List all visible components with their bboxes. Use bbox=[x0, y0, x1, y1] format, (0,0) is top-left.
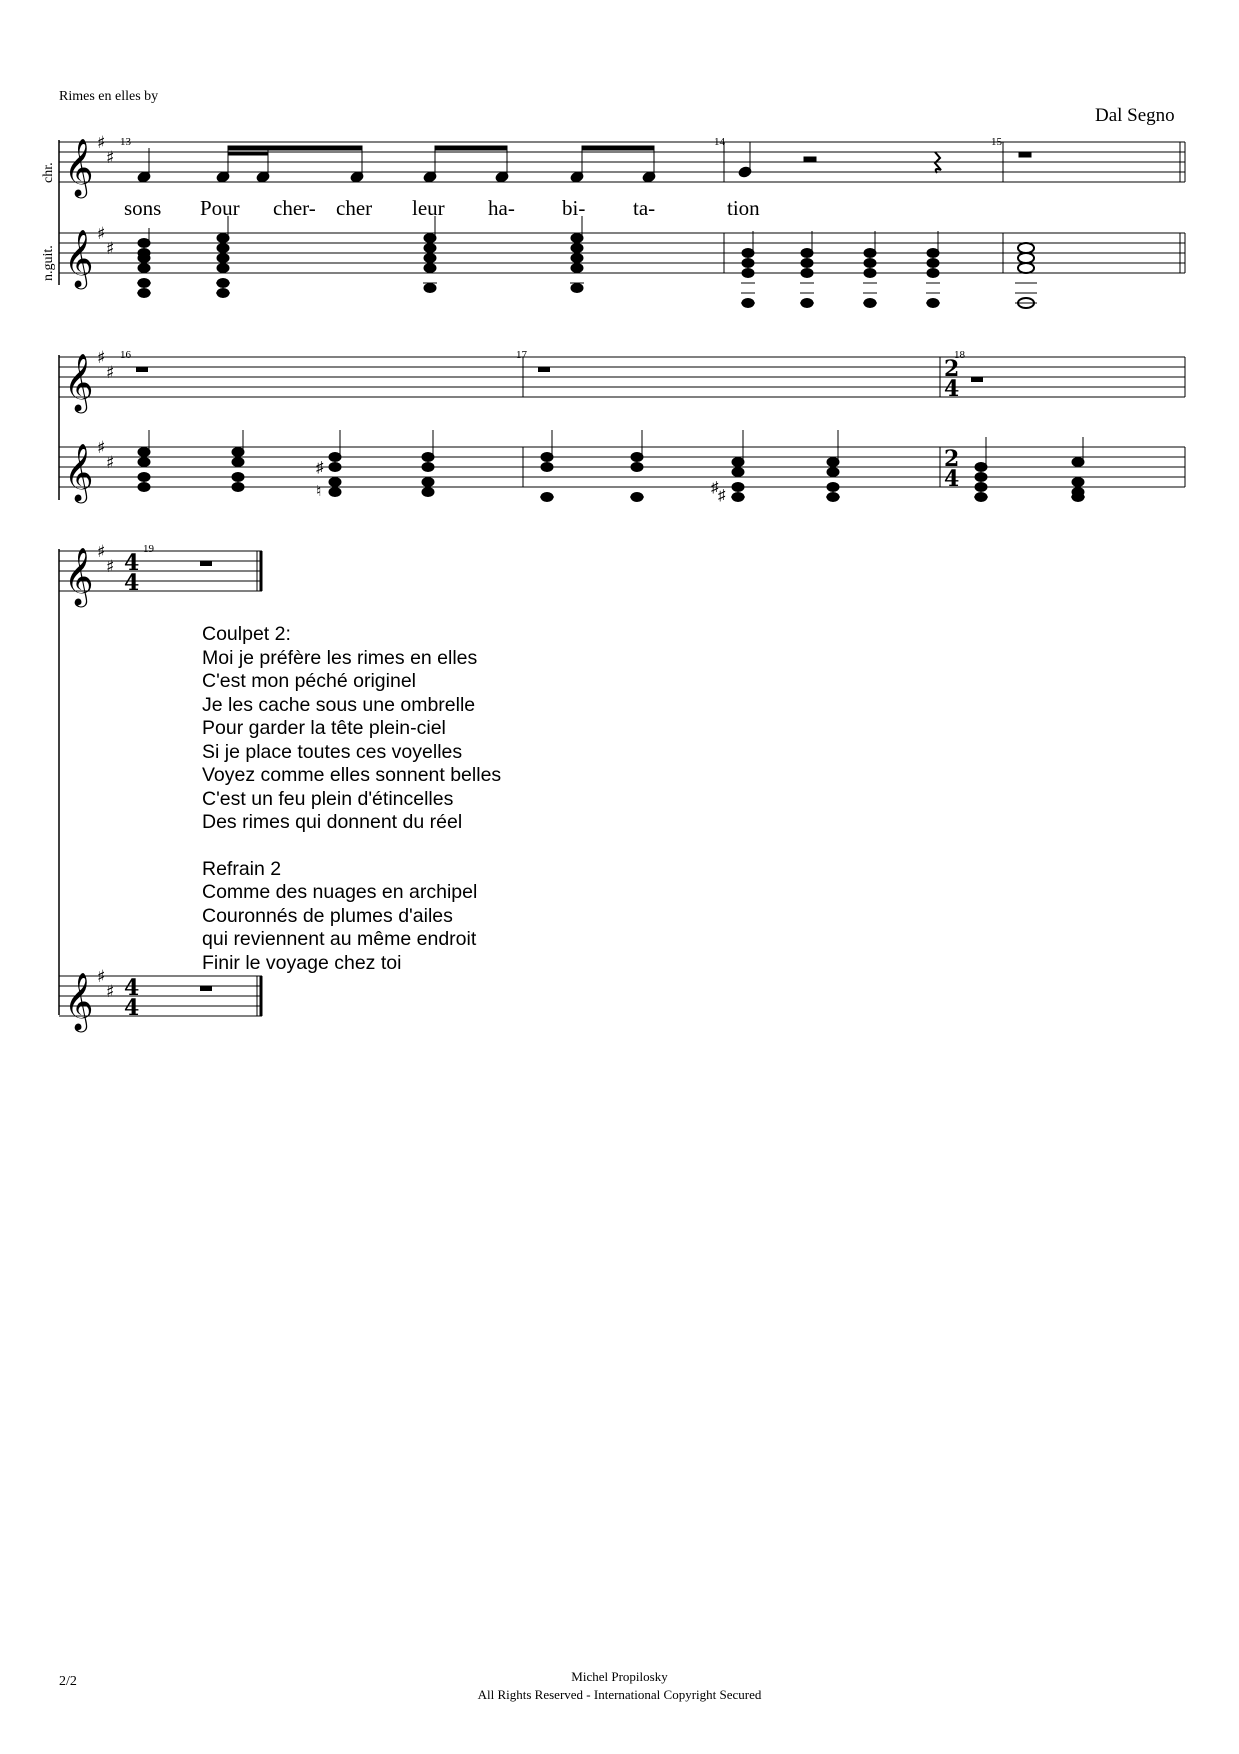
time-sig-denominator: 4 bbox=[944, 466, 960, 492]
sharp-icon: ♯ bbox=[97, 224, 106, 244]
verse-text-block bbox=[202, 623, 501, 975]
verse-line: C'est mon péché originel bbox=[202, 670, 417, 692]
measure-number-17: 17 bbox=[516, 349, 527, 361]
lyric-syllable: ha- bbox=[488, 196, 515, 220]
measure-number-14: 14 bbox=[714, 136, 725, 148]
time-sig-numerator: 4 bbox=[124, 550, 140, 576]
composer-name: Michel Propilosky bbox=[571, 1669, 668, 1684]
natural-icon: ♮ bbox=[316, 484, 322, 500]
guitar-instrument-label: n.guit. bbox=[41, 245, 56, 281]
lyric-syllable: cher bbox=[336, 196, 373, 220]
footer-credits bbox=[0, 1668, 1239, 1704]
sharp-icon: ♯ bbox=[106, 239, 115, 259]
sharp-icon: ♯ bbox=[316, 460, 324, 476]
copyright-notice: All Rights Reserved - International Copyright Secured bbox=[477, 1687, 762, 1702]
treble-clef-icon: 𝄞 bbox=[64, 229, 94, 287]
time-sig-denominator: 4 bbox=[124, 995, 140, 1021]
system-2 bbox=[59, 355, 1185, 500]
verse-line: Si je place toutes ces voyelles bbox=[202, 740, 463, 763]
sharp-icon: ♯ bbox=[106, 148, 115, 168]
lyric-syllable: leur bbox=[412, 196, 445, 220]
sharp-icon: ♯ bbox=[97, 438, 106, 458]
time-sig-numerator: 4 bbox=[124, 975, 140, 1001]
measure-number-16: 16 bbox=[120, 349, 131, 361]
lyric-syllable: Pour bbox=[200, 196, 240, 220]
lyric-syllable: bi- bbox=[562, 196, 586, 220]
verse-line: Voyez comme elles sonnent belles bbox=[202, 764, 502, 786]
verse-line: Couronnés de plumes d'ailes bbox=[202, 904, 453, 927]
time-sig-denominator: 4 bbox=[944, 376, 960, 402]
verse-line: Moi je préfère les rimes en elles bbox=[202, 646, 478, 669]
refrain-title: Refrain 2 bbox=[202, 857, 282, 880]
lyric-syllable: cher- bbox=[273, 196, 316, 220]
verse-line: Pour garder la tête plein-ciel bbox=[202, 717, 446, 739]
couplet-title: Coulpet 2: bbox=[202, 623, 291, 645]
lyric-syllable: tion bbox=[727, 196, 760, 220]
time-sig-numerator: 2 bbox=[944, 356, 960, 382]
verse-line: C'est un feu plein d'étincelles bbox=[202, 787, 454, 810]
score-title-line: Rimes en elles by bbox=[59, 89, 159, 104]
time-sig-numerator: 2 bbox=[944, 446, 960, 472]
verse-line: Je les cache sous une ombrelle bbox=[202, 693, 476, 716]
voice-instrument-label: chr. bbox=[41, 162, 56, 183]
guitar-chords-m13 bbox=[137, 216, 1037, 308]
measure-number-18: 18 bbox=[954, 349, 965, 361]
voice-notes-m13 bbox=[137, 142, 1031, 183]
measure-number-15: 15 bbox=[991, 136, 1002, 148]
sharp-icon: ♯ bbox=[711, 480, 719, 496]
verse-line: Finir le voyage chez toi bbox=[202, 951, 402, 974]
verse-line: Comme des nuages en archipel bbox=[202, 881, 478, 903]
sharp-icon: ♯ bbox=[106, 557, 115, 577]
sharp-icon: ♯ bbox=[106, 363, 115, 383]
treble-clef-icon: 𝄞 bbox=[64, 443, 94, 501]
lyric-syllable: ta- bbox=[633, 196, 656, 220]
sharp-icon: ♯ bbox=[97, 133, 106, 153]
sharp-icon: ♯ bbox=[106, 982, 115, 1002]
time-sig-denominator: 4 bbox=[124, 570, 140, 596]
sharp-icon: ♯ bbox=[106, 453, 115, 473]
measure-number-13: 13 bbox=[120, 136, 131, 148]
verse-line: Des rimes qui donnent du réel bbox=[202, 811, 463, 833]
verse-line: qui reviennent au même endroit bbox=[202, 928, 477, 950]
sharp-icon: ♯ bbox=[97, 348, 106, 368]
treble-clef-icon: 𝄞 bbox=[64, 353, 94, 411]
treble-clef-icon: 𝄞 bbox=[64, 547, 94, 605]
page-number: 2/2 bbox=[59, 1674, 77, 1689]
sharp-icon: ♯ bbox=[97, 542, 106, 562]
sharp-icon: ♯ bbox=[718, 488, 726, 504]
dal-segno-direction: Dal Segno bbox=[1095, 105, 1175, 126]
lyric-syllable: sons bbox=[124, 196, 162, 220]
treble-clef-icon: 𝄞 bbox=[64, 138, 94, 196]
treble-clef-icon: 𝄞 bbox=[64, 972, 94, 1030]
sharp-icon: ♯ bbox=[97, 967, 106, 987]
measure-number-19: 19 bbox=[143, 543, 154, 555]
